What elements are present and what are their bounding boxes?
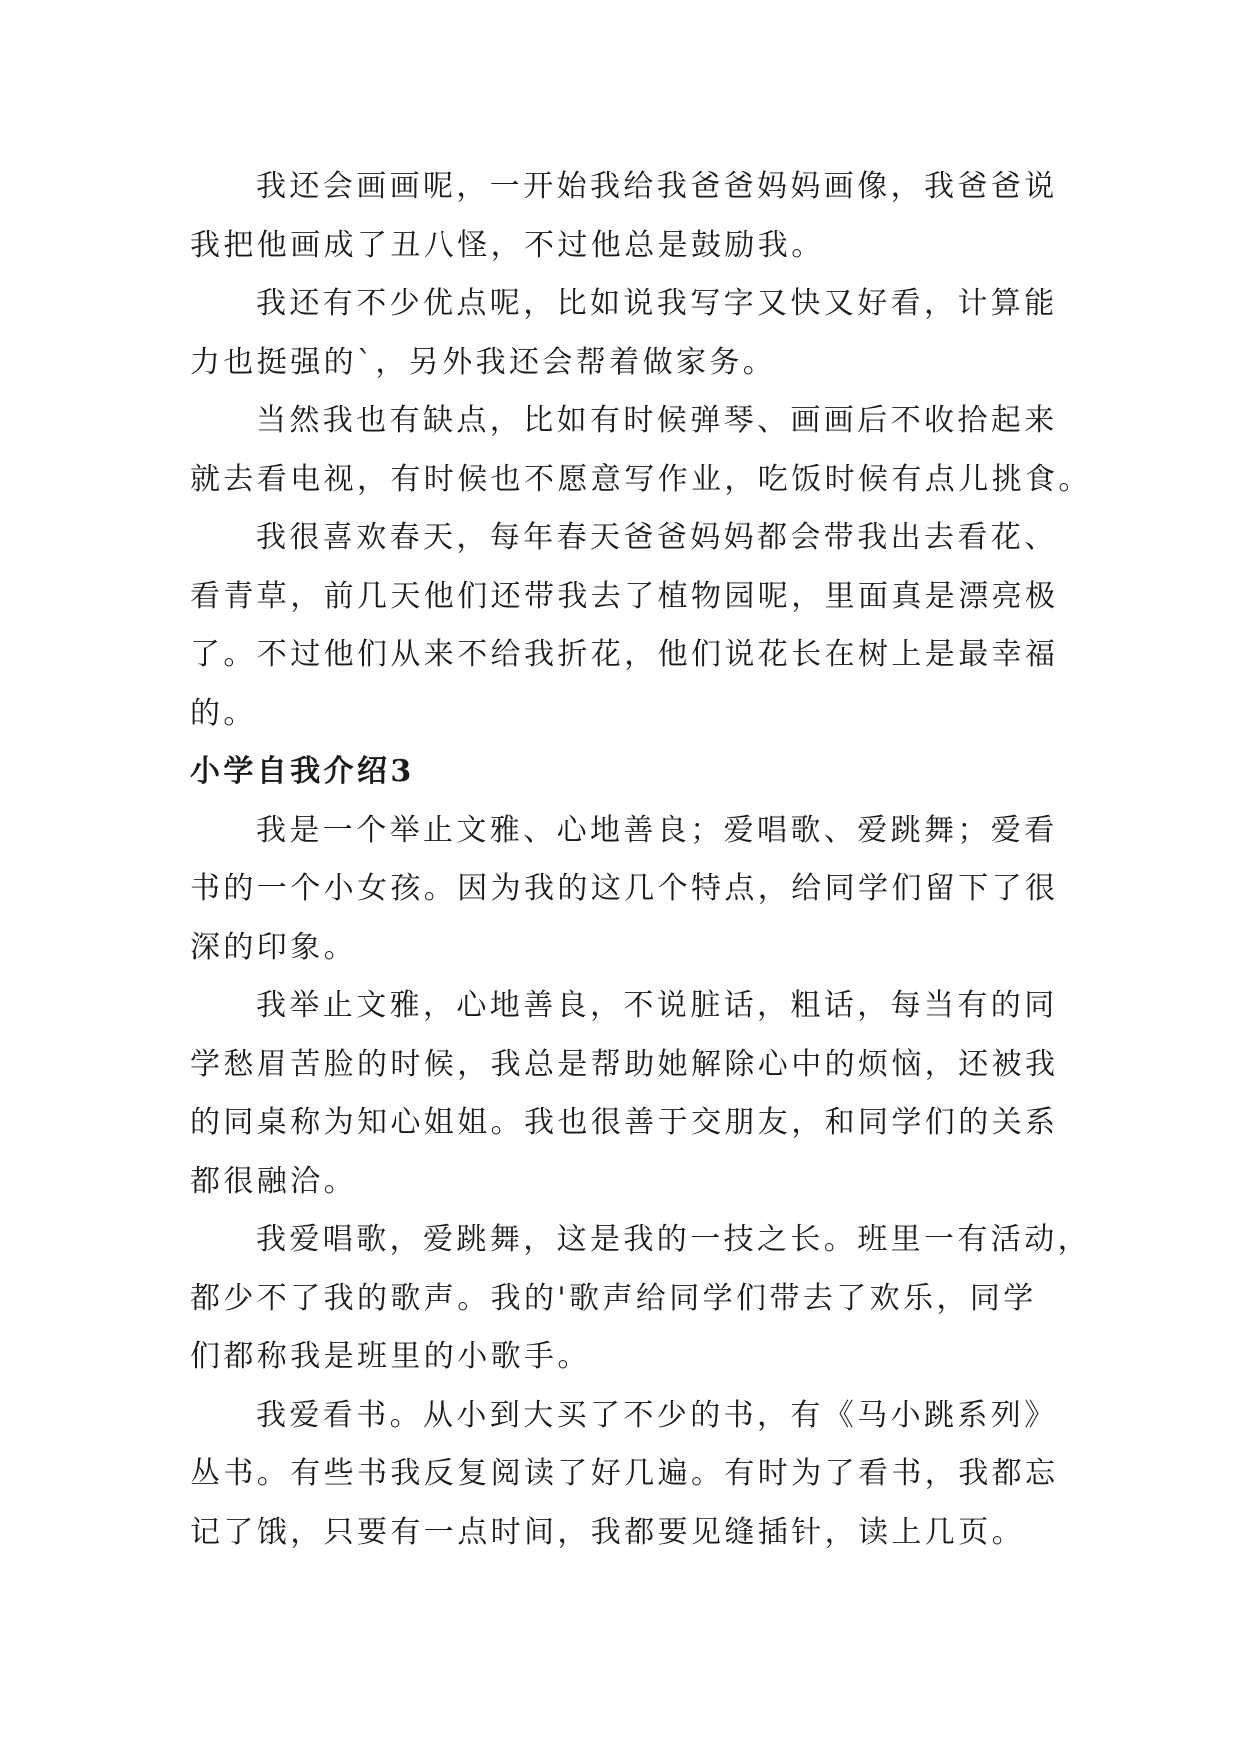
document-body [190, 158, 1092, 1562]
paragraph-line: 学愁眉苦脸的时候，我总是帮助她解除心中的烦恼，还被我 [190, 1046, 1059, 1082]
paragraph-line: 我是一个举止文雅、心地善良；爱唱歌、爱跳舞；爱看 [256, 812, 1058, 848]
paragraph-line: 力也挺强的`，另外我还会帮着做家务。 [190, 344, 777, 380]
paragraph-line: 的。 [190, 695, 257, 731]
paragraph-line: 我爱看书。从小到大买了不少的书，有《马小跳系列》 [256, 1397, 1058, 1433]
paragraph-line: 我还有不少优点呢，比如说我写字又快又好看，计算能 [256, 286, 1058, 321]
paragraph-line: 我举止文雅，心地善良，不说脏话，粗话，每当有的同 [256, 988, 1058, 1023]
paragraph-line: 我爱唱歌，爱跳舞，这是我的一技之长。班里一有活动， [256, 1222, 1091, 1257]
paragraph-line: 们都称我是班里的小歌手。 [190, 1339, 591, 1374]
paragraph-line: 看青草，前几天他们还带我去了植物园呢，里面真是漂亮极 [190, 578, 1059, 614]
paragraph-line: 书的一个小女孩。因为我的这几个特点，给同学们留下了很 [190, 871, 1059, 906]
paragraph-kindness [190, 977, 1059, 1211]
paragraph-drawing [190, 158, 1058, 275]
paragraph-line: 都少不了我的歌声。我的'歌声给同学们带去了欢乐，同学 [190, 1280, 1037, 1316]
paragraph-weaknesses [190, 392, 1092, 509]
paragraph-intro [190, 802, 1059, 978]
section-heading: 小学自我介绍3 [190, 754, 415, 789]
paragraph-line: 就去看电视，有时候也不愿意写作业，吃饭时候有点儿挑食。 [190, 461, 1092, 497]
paragraph-singing [190, 1211, 1091, 1387]
paragraph-line: 了。不过他们从来不给我折花，他们说花长在树上是最幸福 [190, 637, 1059, 672]
paragraph-line: 记了饿，只要有一点时间，我都要见缝插针，读上几页。 [190, 1514, 1025, 1550]
paragraph-strengths [190, 275, 1058, 392]
paragraph-line: 深的印象。 [190, 929, 357, 965]
paragraph-line: 都很融洽。 [190, 1163, 357, 1199]
paragraph-line: 丛书。有些书我反复阅读了好几遍。有时为了看书，我都忘 [190, 1456, 1059, 1491]
paragraph-line: 我把他画成了丑八怪，不过他总是鼓励我。 [190, 227, 825, 263]
paragraph-line: 我还会画画呢，一开始我给我爸爸妈妈画像，我爸爸说 [256, 169, 1058, 204]
paragraph-line: 当然我也有缺点，比如有时候弹琴、画画后不收拾起来 [256, 403, 1058, 438]
paragraph-reading [190, 1387, 1059, 1563]
paragraph-spring [190, 509, 1059, 743]
paragraph-line: 我很喜欢春天，每年春天爸爸妈妈都会带我出去看花、 [256, 520, 1058, 555]
paragraph-line: 的同桌称为知心姐姐。我也很善于交朋友，和同学们的关系 [190, 1105, 1059, 1140]
